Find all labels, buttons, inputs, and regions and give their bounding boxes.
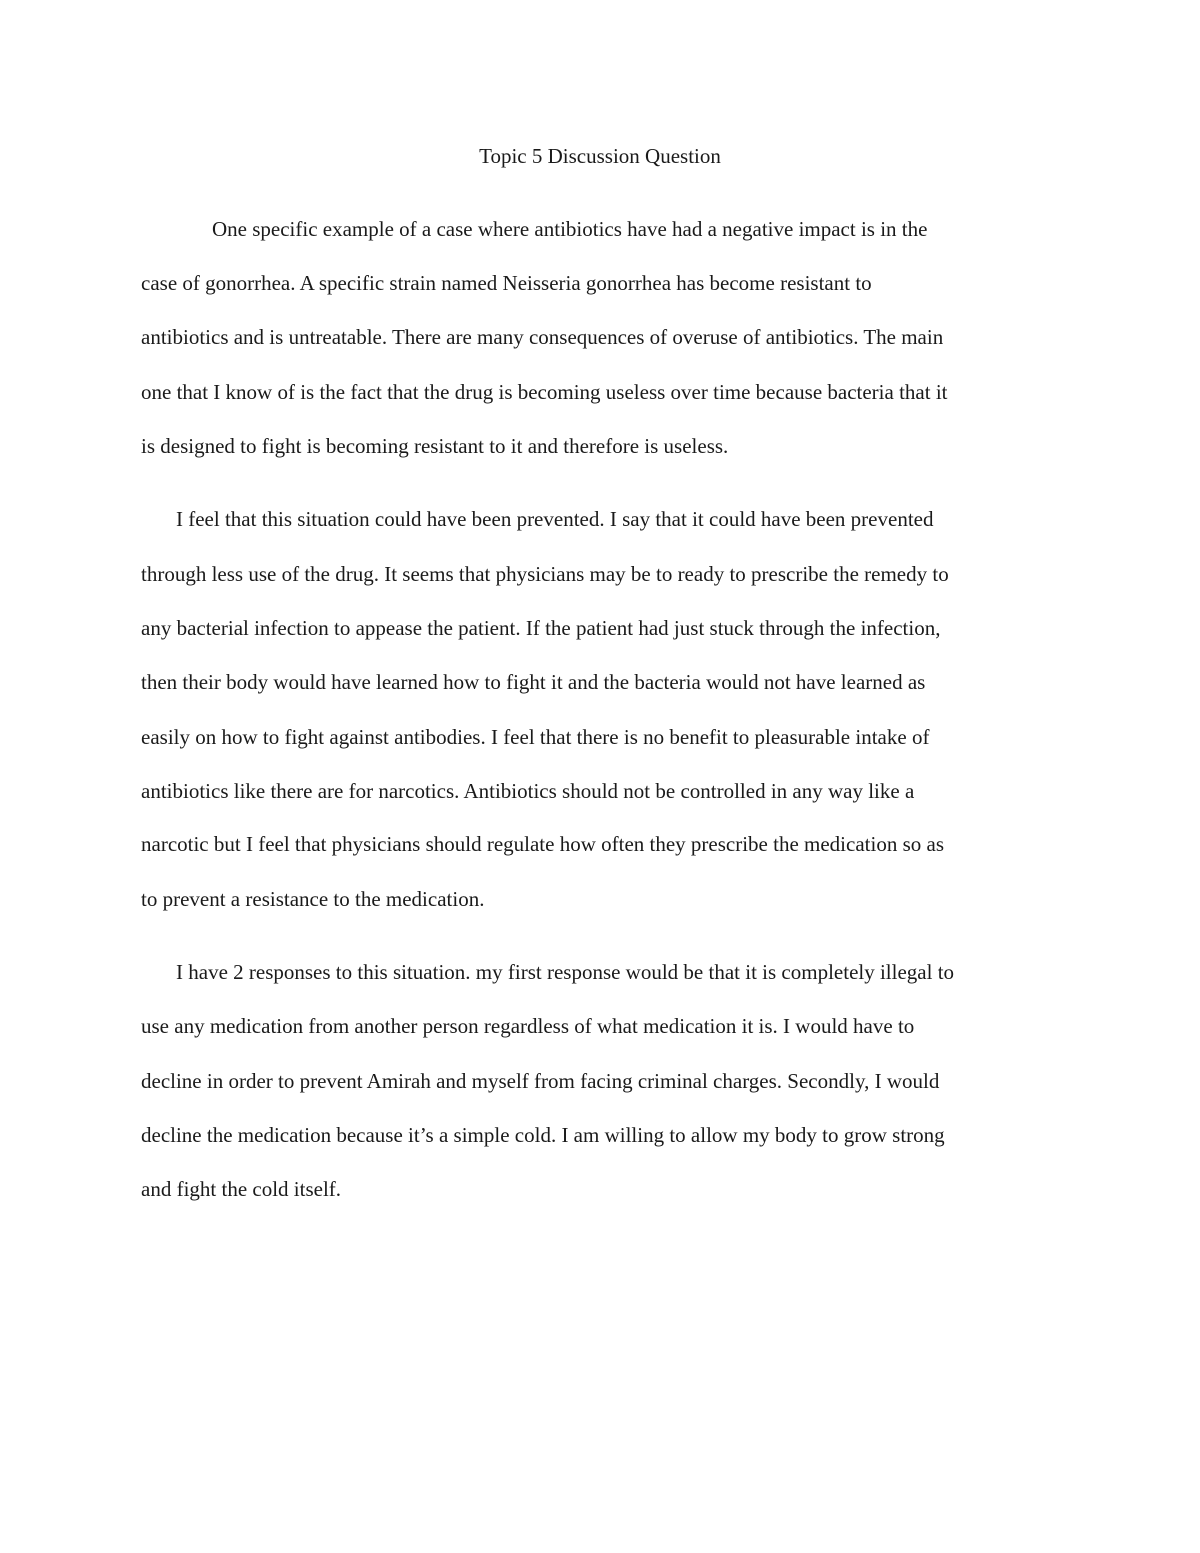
paragraph-3-line-5: and fight the cold itself. — [141, 1177, 342, 1201]
paragraph-2-line-8: to prevent a resistance to the medication. — [141, 887, 485, 911]
paragraph-2-line-1: I feel that this situation could have been prevented. I say that it could have been prevented — [176, 507, 934, 531]
paragraph-3-line-4: decline the medication because it’s a simple cold. I am willing to allow my body to grow strong — [141, 1123, 945, 1147]
document-title: Topic 5 Discussion Question — [479, 144, 721, 168]
paragraph-2-line-7: narcotic but I feel that physicians should regulate how often they prescribe the medication so as — [141, 832, 944, 856]
paragraph-2-line-2: through less use of the drug. It seems that physicians may be to ready to prescribe the remedy to — [141, 562, 949, 586]
paragraph-1-line-5: is designed to fight is becoming resistant to it and therefore is useless. — [141, 434, 729, 458]
paragraph-2-line-3: any bacterial infection to appease the patient. If the patient had just stuck through the infection, — [141, 616, 941, 640]
paragraph-1-line-4: one that I know of is the fact that the drug is becoming useless over time because bacteria that it — [141, 380, 948, 404]
paragraph-3-line-2: use any medication from another person regardless of what medication it is. I would have to — [141, 1014, 915, 1038]
paragraph-2-line-6: antibiotics like there are for narcotics. Antibiotics should not be controlled in any way like a — [141, 779, 915, 803]
paragraph-1-line-3: antibiotics and is untreatable. There are many consequences of overuse of antibiotics. The main — [141, 325, 944, 349]
paragraph-3-line-1: I have 2 responses to this situation. my first response would be that it is completely illegal to — [176, 960, 955, 984]
paragraph-3-line-3: decline in order to prevent Amirah and myself from facing criminal charges. Secondly, I would — [141, 1069, 940, 1093]
paragraph-1-line-2: case of gonorrhea. A specific strain named Neisseria gonorrhea has become resistant to — [141, 271, 872, 295]
paragraph-2-line-5: easily on how to fight against antibodies. I feel that there is no benefit to pleasurable intake of — [141, 725, 930, 749]
paragraph-1-line-1: One specific example of a case where antibiotics have had a negative impact is in the — [212, 217, 928, 241]
paragraph-2-line-4: then their body would have learned how to fight it and the bacteria would not have learned as — [141, 670, 926, 694]
